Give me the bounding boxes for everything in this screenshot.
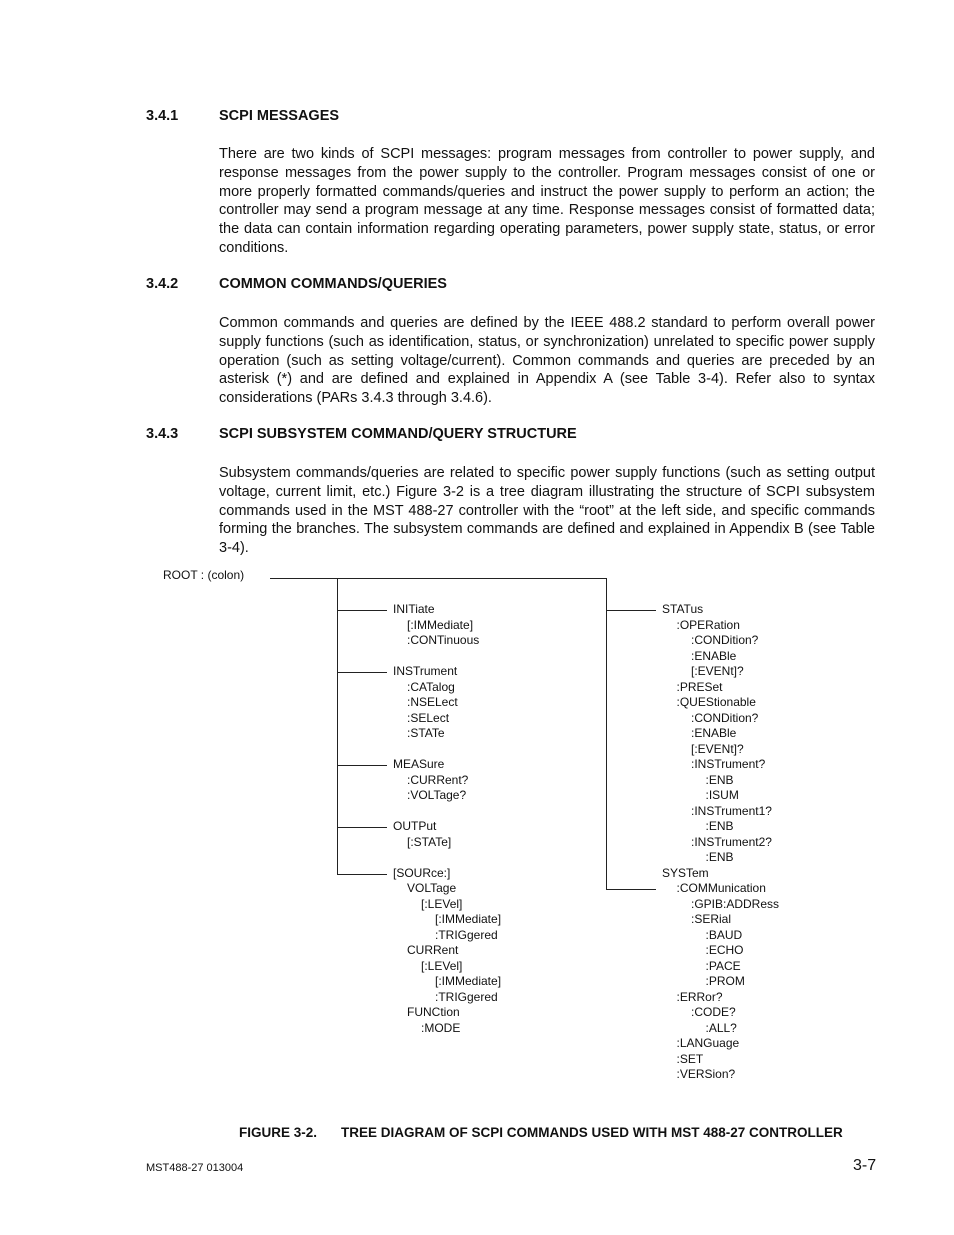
tree-node: :SET	[676, 1051, 704, 1066]
figure-title: TREE DIAGRAM OF SCPI COMMANDS USED WITH MST 488-27 CONTROLLER	[341, 1125, 843, 1140]
tree-node: :CATalog	[407, 679, 455, 694]
figure-caption	[239, 1125, 843, 1140]
footer-doc-id: MST488-27 013004	[146, 1162, 244, 1174]
branch-line-instrument	[337, 672, 387, 673]
right-trunk-line	[606, 578, 607, 890]
tree-node: :ENB	[705, 850, 734, 864]
tree-node: [:STATe]	[407, 834, 452, 849]
tree-node: VOLTage	[407, 881, 457, 895]
left-trunk-line	[337, 578, 338, 875]
section-body-3-4-1: There are two kinds of SCPI messages: program messages from controller to power supply, and response messages from the power supply to the controller. Program messages consist of one or more properly formatted commands/queries and instruct the power supply to perform an action; the controller may send a program message at any time. Response messages consist of formatted data; the data can contain information regarding operating parameters, power supply state, status, or error conditions.	[219, 146, 875, 256]
tree-node: [:IMMediate]	[435, 974, 502, 988]
tree-node: :CONDition?	[691, 633, 759, 647]
section-number: 3.4.2	[146, 276, 179, 292]
tree-node: [:LEVel]	[421, 896, 463, 911]
tree-node: :PROM	[705, 974, 745, 988]
tree-node: CURRent	[407, 943, 459, 957]
section-body-3-4-2: Common commands and queries are defined by the IEEE 488.2 standard to perform overall power supply functions (such as identification, status, or synchronization) unrelated to specific power supply operation (such as setting voltage/current). Common commands and queries are preceded by an asterisk (*) and are defined and explained in Appendix A (see Table 3-4). Refer also to syntax considerations (PARs 3.4.3 through 3.4.6).	[219, 315, 875, 407]
tree-node: :TRIGgered	[435, 927, 498, 942]
section-body-3-4-3: Subsystem commands/queries are related to specific power supply functions (such as setting output voltage, current limit, etc.) Figure 3-2 is a tree diagram illustrating the structure of SCPI subsystem commands used in the MST 488-27 controller with the “root” at the left side, and specific commands forming the branches. The subsystem commands are defined and explained in Appendix B (see Table 3-4).	[219, 465, 875, 557]
branch-line-initiate	[337, 610, 387, 611]
tree-node: :ENB	[705, 772, 734, 787]
tree-node: MEASure	[393, 757, 445, 771]
section-title: COMMON COMMANDS/QUERIES	[219, 276, 447, 292]
branch-line-source	[337, 874, 387, 875]
section-number: 3.4.1	[146, 108, 179, 124]
tree-node: :LANGuage	[676, 1036, 740, 1050]
tree-node: :PRESet	[676, 679, 723, 694]
tree-node: [:LEVel]	[421, 958, 463, 973]
section-title: SCPI SUBSYSTEM COMMAND/QUERY STRUCTURE	[219, 426, 577, 442]
tree-node: [:IMMediate]	[407, 617, 474, 632]
tree-node: :INSTrument?	[691, 757, 766, 771]
tree-node: [SOURce:]	[393, 865, 451, 880]
branch-line-system	[606, 889, 656, 890]
tree-node: :NSELect	[407, 695, 458, 709]
tree-node: [:IMMediate]	[435, 912, 502, 926]
tree-node: :PACE	[705, 958, 741, 973]
tree-root-label: ROOT : (colon)	[163, 568, 245, 582]
section-number: 3.4.3	[146, 426, 179, 442]
tree-node: [:EVENt]?	[691, 741, 744, 756]
tree-node: FUNCtion	[407, 1005, 460, 1019]
tree-node: INITiate	[393, 602, 435, 616]
tree-node: :ENB	[705, 819, 734, 833]
branch-line-measure	[337, 765, 387, 766]
tree-node: :ENABle	[691, 648, 737, 663]
tree-node: :SELect	[407, 710, 450, 725]
tree-node: :GPIB:ADDRess	[691, 896, 780, 911]
tree-node: :QUEStionable	[676, 695, 756, 709]
tree-node: :SERial	[691, 912, 732, 926]
tree-node: :INSTrument2?	[691, 834, 772, 849]
page-number: 3-7	[853, 1157, 877, 1174]
tree-node: :ERRor?	[676, 989, 723, 1004]
tree-node: :CONDition?	[691, 710, 759, 725]
tree-node: OUTPut	[393, 819, 437, 833]
tree-node: :ALL?	[705, 1020, 737, 1035]
tree-node: :CURRent?	[407, 772, 469, 787]
tree-node: SYSTem	[662, 865, 709, 880]
tree-node: :VERSion?	[676, 1067, 736, 1081]
tree-node: :BAUD	[705, 927, 743, 942]
tree-node: :OPERation	[676, 617, 740, 632]
tree-node: [:EVENt]?	[691, 664, 744, 678]
branch-line-status	[606, 610, 656, 611]
figure-label: FIGURE 3-2.	[239, 1125, 318, 1140]
section-title: SCPI MESSAGES	[219, 108, 340, 124]
tree-node: :VOLTage?	[407, 788, 467, 802]
root-line	[270, 578, 607, 579]
branch-line-output	[337, 827, 387, 828]
tree-node: :COMMunication	[676, 881, 766, 895]
tree-node: :ENABle	[691, 726, 737, 740]
tree-node: :STATe	[407, 726, 445, 740]
tree-node: :TRIGgered	[435, 989, 498, 1004]
tree-node: :MODE	[421, 1020, 461, 1035]
tree-node: :CONTinuous	[407, 633, 480, 647]
tree-node: :CODE?	[691, 1005, 736, 1019]
tree-node: INSTrument	[393, 664, 458, 678]
tree-node: :ISUM	[705, 788, 739, 802]
tree-node: :ECHO	[705, 943, 744, 957]
tree-node: STATus	[662, 602, 704, 616]
tree-node: :INSTrument1?	[691, 803, 772, 818]
